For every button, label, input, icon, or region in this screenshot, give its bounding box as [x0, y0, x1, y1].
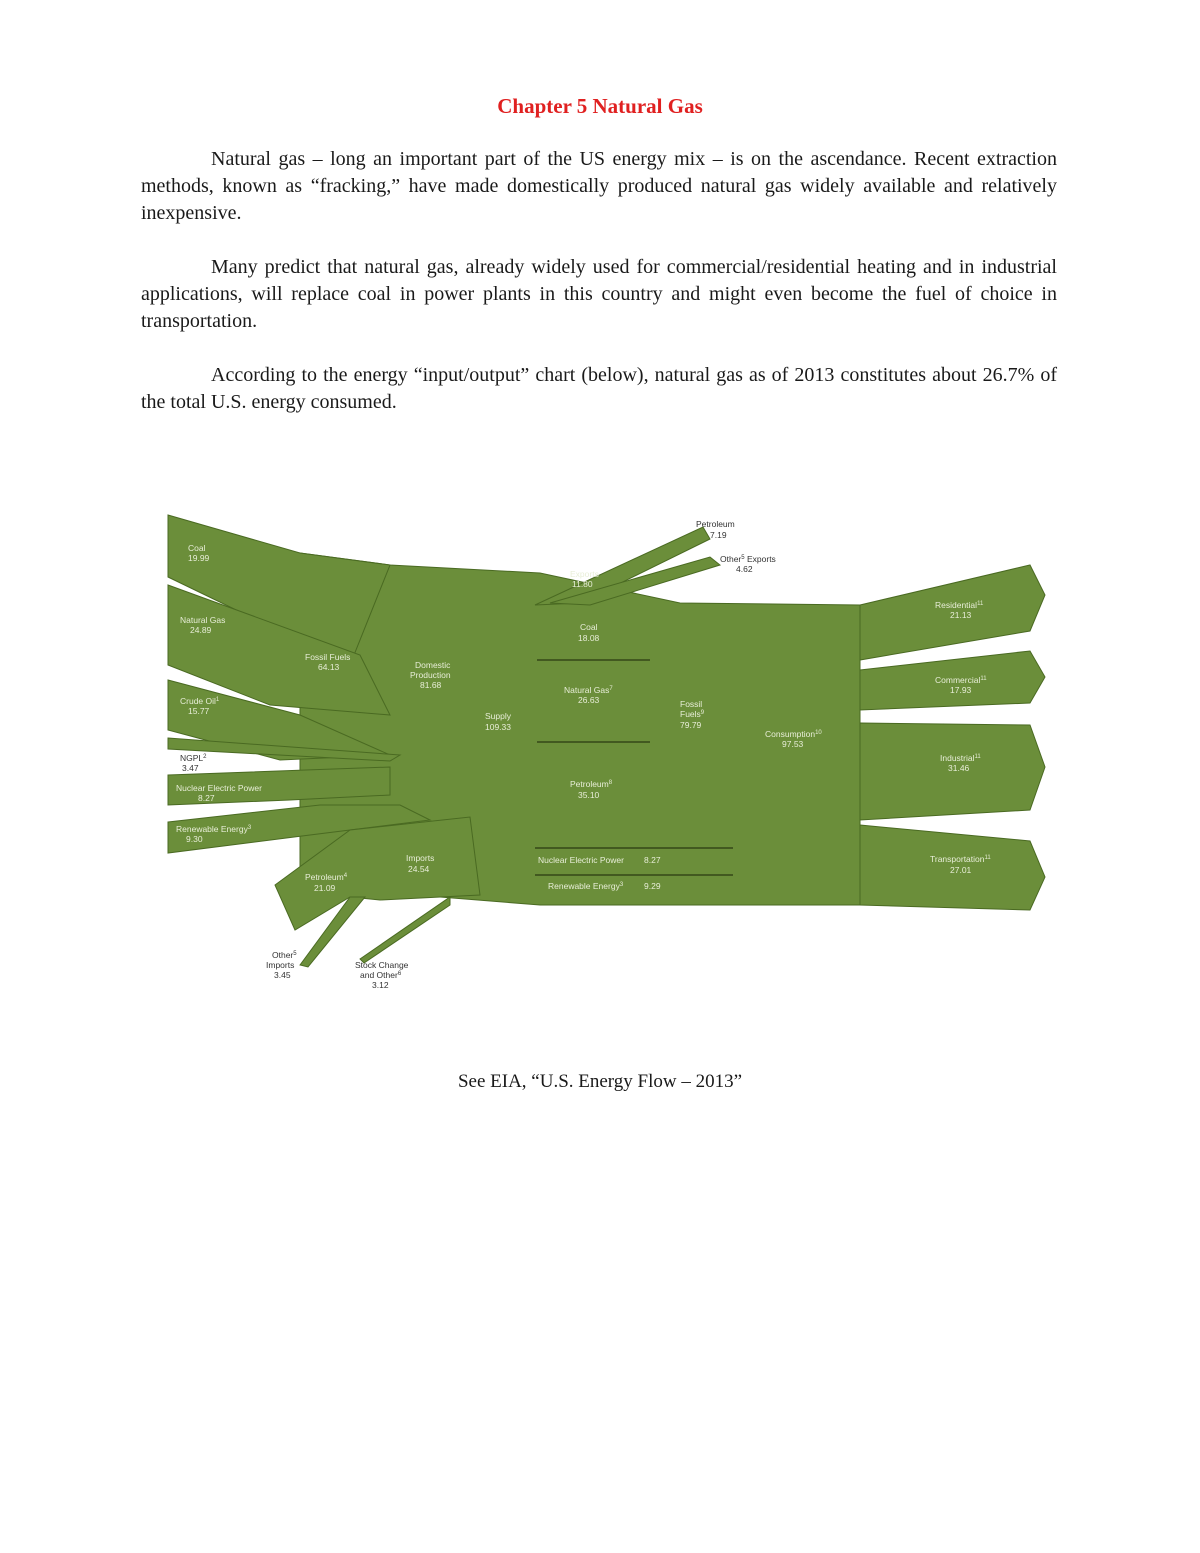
stock-change-label: Stock Change — [355, 960, 409, 970]
fossil-fuels-value: 64.13 — [318, 662, 340, 672]
source-value: 26.63 — [578, 695, 600, 705]
input-label: Renewable Energy$^3$ — [176, 824, 252, 834]
other-imports-value: 3.45 — [274, 970, 291, 980]
input-value: 19.99 — [188, 553, 210, 563]
domestic-production-label: Domestic — [415, 660, 451, 670]
paragraph-text: Many predict that natural gas, already widely used for commercial/residential heating and in industrial applications, will replace coal in power plants in this country and might even become the fuel of choice in transportation. — [141, 256, 1057, 332]
source-value: 35.10 — [578, 790, 600, 800]
input-label: NGPL$^2$ — [180, 753, 207, 763]
supply-value: 109.33 — [485, 722, 511, 732]
chart-reference-paragraph — [141, 362, 1057, 416]
input-label: Coal — [188, 543, 206, 553]
chapter-title: Chapter 5 Natural Gas — [497, 94, 703, 118]
imports-value: 24.54 — [408, 864, 430, 874]
other-imports-label: Other$^5$ — [272, 950, 297, 960]
source-label: Nuclear Electric Power — [538, 855, 624, 865]
figure-caption: See EIA, “U.S. Energy Flow – 2013” — [457, 1071, 743, 1092]
consumption-value: 97.53 — [782, 739, 804, 749]
supply-label: Supply — [485, 711, 511, 721]
sector-value: 31.46 — [948, 763, 970, 773]
input-value: 15.77 — [188, 706, 210, 716]
input-value: 3.47 — [182, 763, 199, 773]
sector-label: Residential$^{11}$ — [935, 600, 984, 610]
consumption-label: Consumption$^{10}$ — [765, 729, 822, 739]
other-exports-label: Other$^5$ Exports — [720, 554, 776, 564]
domestic-production-label: Production — [410, 670, 451, 680]
source-label: Renewable Energy$^3$ — [548, 881, 624, 891]
other-imports-label: Imports — [266, 960, 295, 970]
energy-flow-chart — [150, 505, 1050, 1005]
imports-label: Imports — [406, 853, 435, 863]
flow-bands — [168, 515, 1045, 967]
imports-petroleum-value: 21.09 — [314, 883, 336, 893]
fossil-fuels-consumed-value: 79.79 — [680, 720, 702, 730]
input-label: Crude Oil$^1$ — [180, 696, 220, 706]
input-value: 8.27 — [198, 793, 215, 803]
sector-label: Commercial$^{11}$ — [935, 675, 987, 685]
source-label: Natural Gas$^7$ — [564, 685, 613, 695]
exports-petroleum-label: Petroleum — [696, 519, 735, 529]
sector-label: Industrial$^{11}$ — [940, 753, 981, 763]
domestic-production-value: 81.68 — [420, 680, 442, 690]
fossil-fuels-label: Fossil Fuels — [305, 652, 351, 662]
source-value: 18.08 — [578, 633, 600, 643]
fossil-fuels-consumed-label: Fuels$^9$ — [680, 709, 705, 719]
sector-value: 17.93 — [950, 685, 972, 695]
other-exports-value: 4.62 — [736, 564, 753, 574]
source-value: 9.29 — [644, 881, 661, 891]
input-label: Natural Gas — [180, 615, 226, 625]
intro-paragraph — [141, 146, 1057, 227]
imports-petroleum-label: Petroleum$^4$ — [305, 872, 348, 882]
exports-label: Exports — [570, 569, 599, 579]
stock-change-value: 3.12 — [372, 980, 389, 990]
input-value: 24.89 — [190, 625, 212, 635]
source-value: 8.27 — [644, 855, 661, 865]
source-label: Petroleum$^8$ — [570, 779, 613, 789]
flow-stock-change — [360, 897, 450, 963]
stock-change-label: and Other$^6$ — [360, 970, 402, 980]
exports-value: 11.80 — [572, 579, 593, 589]
source-label: Coal — [580, 622, 598, 632]
fossil-fuels-consumed-label: Fossil — [680, 699, 703, 709]
sector-value: 27.01 — [950, 865, 972, 875]
paragraph-text: Natural gas – long an important part of the US energy mix – is on the ascendance. Recent extraction methods, known as “fracking,” have made domestically produced natural gas widely available and relatively inexpensive. — [141, 148, 1057, 224]
prediction-paragraph — [141, 254, 1057, 335]
sector-value: 21.13 — [950, 610, 972, 620]
paragraph-text: According to the energy “input/output” chart (below), natural gas as of 2013 constitutes about 26.7% of the total U.S. energy consumed. — [141, 364, 1057, 413]
sector-label: Transportation$^{11}$ — [930, 854, 991, 864]
exports-petroleum-value: 7.19 — [710, 530, 727, 540]
input-value: 9.30 — [186, 834, 203, 844]
input-label: Nuclear Electric Power — [176, 783, 262, 793]
